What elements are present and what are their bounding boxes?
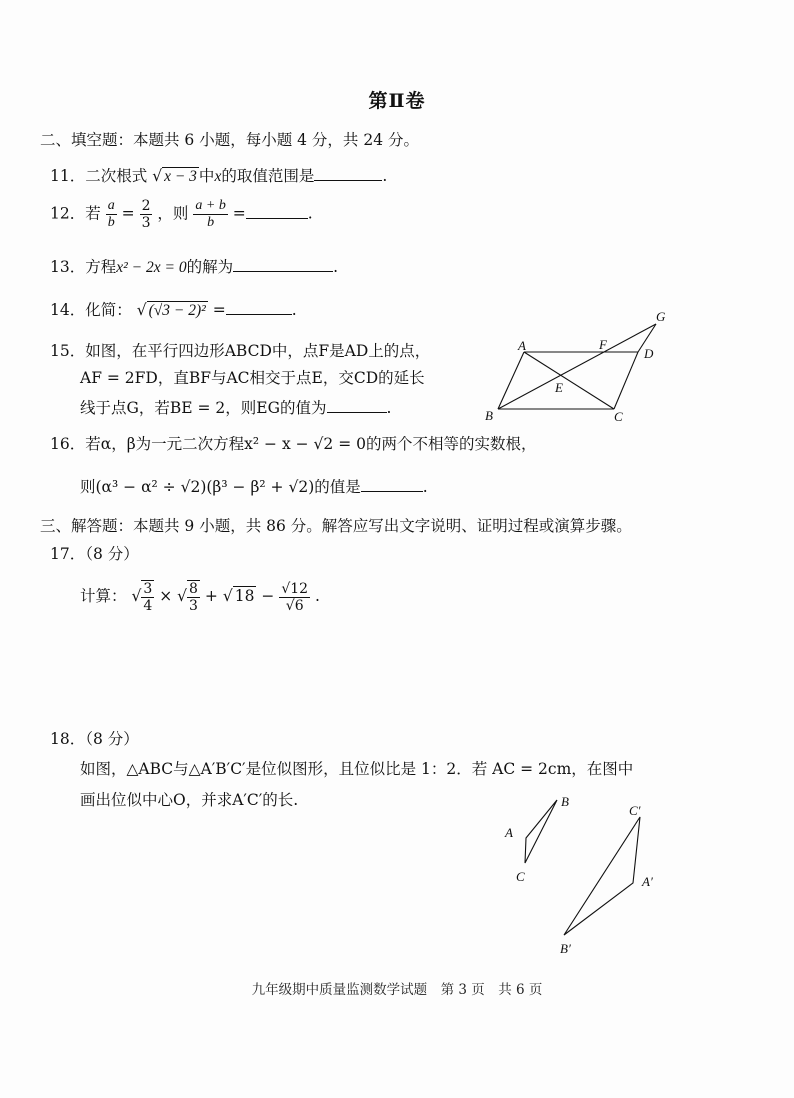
figure-homothetic-triangles (490, 790, 690, 965)
question-15-line-2: AF = 2FD，直BF与AC相交于点E，交CD的延长 (80, 369, 425, 387)
page-title: 第Ⅱ卷 (368, 90, 426, 112)
question-15-line-1: 15．如图，在平行四边形ABCD中，点F是AD上的点， (50, 342, 431, 360)
question-17-header: 17．（8 分） (50, 545, 139, 563)
label-B: B (561, 794, 569, 809)
label-A-prime: A′ (642, 874, 653, 889)
question-18-header: 18．（8 分） (50, 730, 139, 748)
question-13: 13．方程x² − 2x = 0的解为 . (50, 258, 339, 276)
label-B-prime: B′ (560, 941, 571, 956)
label-A: A (505, 825, 513, 840)
question-11: 11．二次根式 √ x − 3 中x的取值范围是 . (50, 167, 388, 185)
question-15-line-3: 线于点G，若BE = 2，则EG的值为 . (80, 399, 392, 417)
question-18-line-1: 如图，△ABC与△A′B′C′是位似图形，且位似比是 1：2．若 AC = 2cm，在图中 (80, 760, 634, 778)
answer-blank-14[interactable] (226, 300, 292, 315)
question-16-line-1: 16．若α，β为一元二次方程x² − x − √2 = 0的两个不相等的实数根， (50, 435, 537, 453)
page-footer: 九年级期中质量监测数学试题 第 3 页 共 6 页 (251, 982, 543, 998)
question-16-line-2: 则(α³ − α² ÷ √2)(β³ − β² + √2)的值是 . (80, 478, 428, 496)
answer-blank-16[interactable] (361, 477, 423, 492)
label-C-prime: C′ (629, 803, 641, 818)
label-E: E (555, 380, 563, 395)
question-17-expression: 计算： √ $\frac{3}{4}$ × √ $\frac{8}{3}$ + √ 18 − $\frac{√12}{√6}$ . (80, 580, 320, 614)
answer-blank-12[interactable] (246, 204, 308, 219)
answer-blank-13[interactable] (233, 257, 333, 272)
question-12: 12．若 $\frac{a}{b}$ = $\frac{2}{3}$ ，则 $\frac{a + b}{b}$ = . (50, 198, 313, 231)
answer-blank-15[interactable] (327, 398, 387, 413)
label-A: A (518, 338, 526, 353)
question-18-line-2: 画出位似中心O，并求A′C′的长. (80, 791, 299, 809)
label-B: B (485, 408, 493, 423)
label-C: C (614, 409, 623, 424)
label-D: D (644, 346, 654, 361)
section-solve-header: 三、解答题：本题共 9 小题，共 86 分。解答应写出文字说明、证明过程或演算步骤。 (40, 517, 632, 535)
label-C: C (516, 869, 525, 884)
answer-blank-11[interactable] (314, 166, 382, 181)
section-fill-in-header: 二、填空题：本题共 6 小题，每小题 4 分，共 24 分。 (40, 131, 420, 149)
label-F: F (599, 337, 607, 352)
question-14: 14．化简： √ (√3 − 2)² = . (50, 301, 297, 319)
figure-parallelogram (478, 300, 678, 430)
label-G: G (656, 309, 666, 324)
